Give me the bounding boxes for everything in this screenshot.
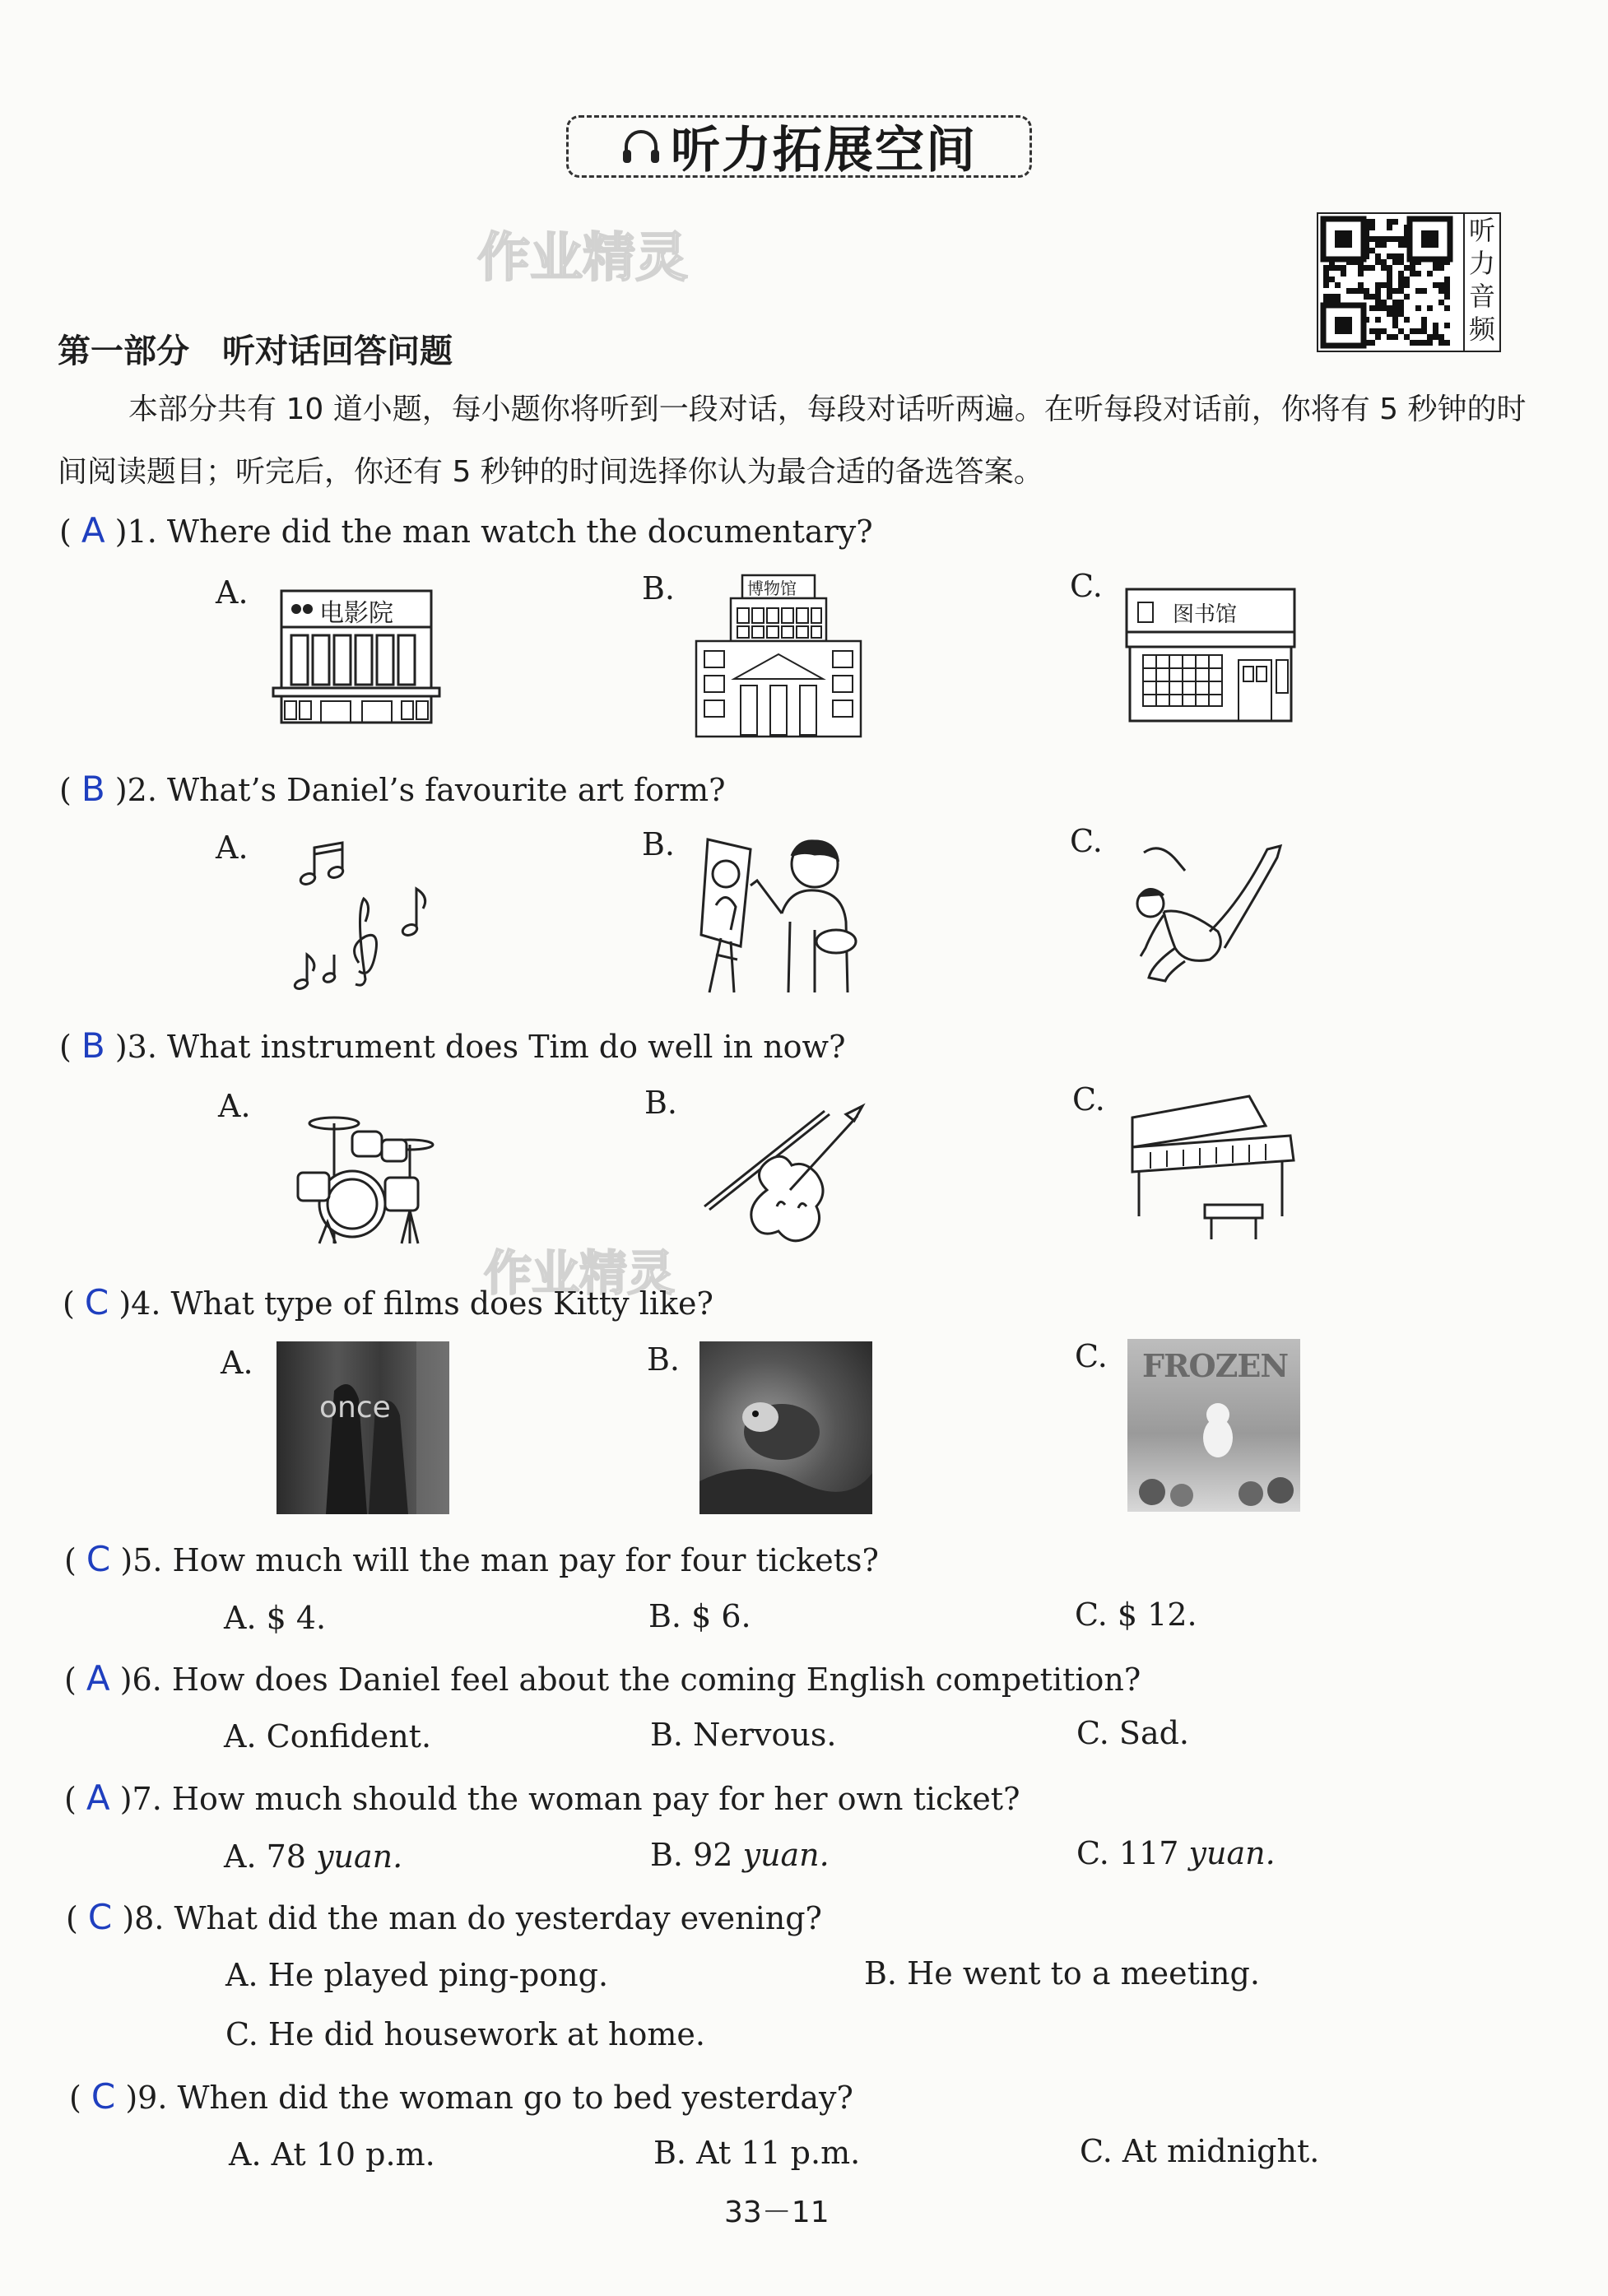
question-text: How much should the woman pay for her own ticket? bbox=[171, 1781, 1020, 1817]
watermark: 作业精灵 bbox=[477, 228, 688, 289]
question-9: ( C )9. When did the woman go to bed yesterday? bbox=[69, 2076, 853, 2117]
question-5: ( C )5. How much will the man pay for four tickets? bbox=[64, 1539, 879, 1579]
answer-mark: C bbox=[86, 1539, 111, 1579]
answer-mark: C bbox=[87, 1897, 113, 1937]
page-number: 33－11 bbox=[724, 2196, 830, 2229]
cinema-picture[interactable] bbox=[272, 584, 441, 731]
option-label: B. bbox=[642, 570, 676, 607]
question-number: 2. bbox=[127, 772, 157, 808]
option-a: A. At 10 p.m. bbox=[229, 2136, 435, 2173]
option-label: A. bbox=[221, 1345, 253, 1381]
option-c: C. 117 yuan. bbox=[1076, 1835, 1276, 1871]
option-label: A. bbox=[216, 574, 249, 611]
painter-picture[interactable] bbox=[691, 831, 868, 996]
music-notes-picture[interactable] bbox=[290, 839, 434, 996]
question-8: ( C )8. What did the man do yesterday evening? bbox=[66, 1897, 822, 1937]
option-label: B. bbox=[642, 826, 676, 862]
qr-label bbox=[1465, 212, 1501, 352]
instructions-text: 本部分共有 10 道小题，每小题你将听到一段对话，每段对话听两遍。在听每段对话前，你将有 5 秒钟的时间阅读题目；听完后，你还有 5 秒钟的时间选择你认为最合适的备选答案。 bbox=[58, 393, 1527, 489]
option-a: A. He played ping-pong. bbox=[225, 1957, 609, 1993]
question-number: 1. bbox=[127, 514, 157, 550]
option-b: B. At 11 p.m. bbox=[653, 2135, 861, 2171]
question-4: ( C )4. What type of films does Kitty like? bbox=[63, 1282, 713, 1322]
question-3: ( B )3. What instrument does Tim do well in now? bbox=[59, 1025, 846, 1066]
qr-code[interactable] bbox=[1317, 212, 1465, 352]
qr-label-char: 音 bbox=[1468, 281, 1495, 312]
question-number: 5. bbox=[132, 1542, 163, 1578]
option-a: A. Confident. bbox=[224, 1718, 432, 1755]
library-picture[interactable] bbox=[1123, 586, 1298, 724]
poster-title: once bbox=[319, 1391, 391, 1425]
option-b: B. $ 6. bbox=[648, 1598, 751, 1634]
answer-mark: A bbox=[86, 1778, 110, 1818]
option-label: C. bbox=[1072, 1081, 1105, 1118]
answer-mark: A bbox=[81, 510, 105, 551]
library-sign: 图书馆 bbox=[1173, 602, 1238, 627]
option-label: A. bbox=[216, 830, 249, 866]
question-text: Where did the man watch the documentary? bbox=[166, 514, 873, 550]
qr-label-char: 力 bbox=[1468, 248, 1495, 279]
answer-mark: C bbox=[84, 1282, 109, 1322]
option-c: C. He did housework at home. bbox=[225, 2016, 705, 2052]
option-label: A. bbox=[218, 1088, 251, 1124]
question-6: ( A )6. How does Daniel feel about the coming English competition? bbox=[64, 1658, 1141, 1699]
instructions bbox=[58, 379, 1555, 504]
question-text: What type of films does Kitty like? bbox=[170, 1285, 713, 1322]
answer-mark: B bbox=[81, 1025, 105, 1066]
question-number: 4. bbox=[131, 1285, 161, 1322]
question-number: 9. bbox=[137, 2080, 168, 2116]
museum-picture[interactable] bbox=[691, 572, 866, 741]
violin-picture[interactable] bbox=[701, 1099, 870, 1248]
headphones-icon bbox=[621, 128, 661, 165]
header-title: 听力拓展空间 bbox=[671, 122, 977, 179]
question-text: How does Daniel feel about the coming English competition? bbox=[171, 1662, 1141, 1698]
dancer-picture[interactable] bbox=[1127, 833, 1292, 989]
question-text: What did the man do yesterday evening? bbox=[174, 1900, 822, 1936]
question-text: How much will the man pay for four tickets? bbox=[172, 1542, 879, 1578]
option-label: C. bbox=[1070, 568, 1103, 604]
question-number: 3. bbox=[127, 1029, 157, 1065]
answer-mark: A bbox=[86, 1658, 110, 1699]
question-number: 6. bbox=[132, 1662, 162, 1698]
drum-kit-picture[interactable] bbox=[295, 1099, 439, 1247]
option-label: B. bbox=[644, 1085, 678, 1121]
watermark: 作业精灵 bbox=[484, 1245, 676, 1301]
question-text: When did the woman go to bed yesterday? bbox=[177, 2080, 853, 2116]
answer-mark: B bbox=[81, 769, 105, 809]
museum-sign: 博物馆 bbox=[747, 579, 797, 598]
question-1: ( A )1. Where did the man watch the documentary? bbox=[59, 510, 873, 551]
option-c: C. Sad. bbox=[1076, 1715, 1189, 1751]
film-poster-frozen[interactable] bbox=[1127, 1339, 1300, 1512]
question-7: ( A )7. How much should the woman pay for her own ticket? bbox=[64, 1778, 1020, 1818]
qr-label-char: 听 bbox=[1468, 215, 1495, 246]
poster-title: FROZEN bbox=[1142, 1347, 1289, 1384]
option-label: B. bbox=[647, 1341, 681, 1378]
question-number: 7. bbox=[132, 1781, 162, 1817]
cinema-sign: 电影院 bbox=[319, 599, 393, 628]
qr-label-char: 频 bbox=[1468, 314, 1495, 345]
option-label: C. bbox=[1075, 1338, 1108, 1374]
film-poster-once[interactable] bbox=[277, 1341, 449, 1514]
section-title: 第一部分 听对话回答问题 bbox=[58, 332, 453, 370]
option-a: A. $ 4. bbox=[224, 1600, 327, 1636]
film-poster-animal[interactable] bbox=[699, 1341, 872, 1514]
option-b: B. He went to a meeting. bbox=[864, 1955, 1260, 1992]
piano-picture[interactable] bbox=[1126, 1093, 1299, 1241]
question-text: What instrument does Tim do well in now? bbox=[167, 1029, 846, 1065]
option-label: C. bbox=[1070, 823, 1103, 859]
option-a: A. 78 yuan. bbox=[224, 1838, 403, 1875]
answer-mark: C bbox=[91, 2076, 116, 2117]
option-c: C. At midnight. bbox=[1080, 2133, 1320, 2169]
section-header bbox=[566, 115, 1032, 178]
option-b: B. 92 yuan. bbox=[650, 1837, 830, 1873]
option-b: B. Nervous. bbox=[650, 1717, 837, 1753]
option-c: C. $ 12. bbox=[1075, 1597, 1197, 1633]
question-2: ( B )2. What’s Daniel’s favourite art form? bbox=[59, 769, 726, 809]
question-text: What’s Daniel’s favourite art form? bbox=[167, 772, 726, 808]
question-number: 8. bbox=[134, 1900, 165, 1936]
